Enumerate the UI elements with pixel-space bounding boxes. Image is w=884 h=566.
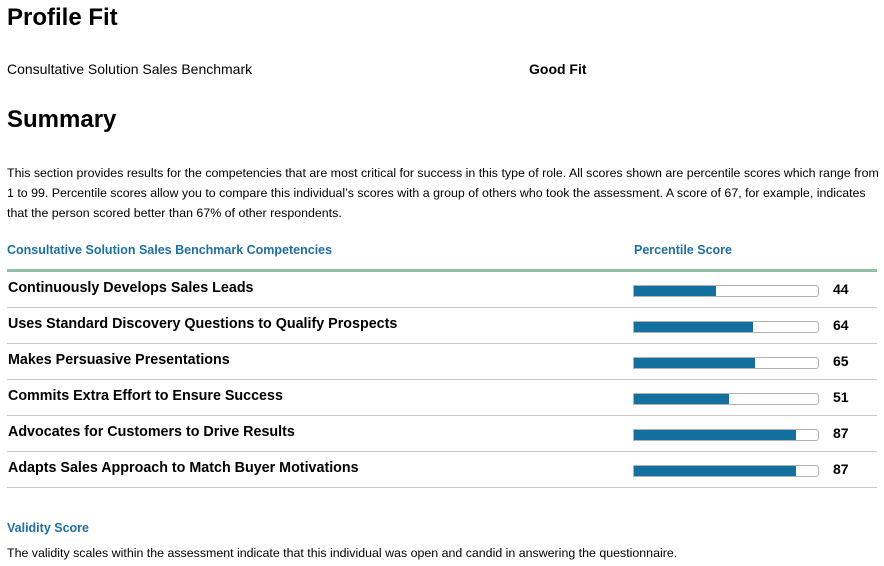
score-bar-track [633,465,819,477]
competency-label: Uses Standard Discovery Questions to Qualify Prospects [8,316,398,332]
score-bar-track [633,321,819,333]
score-bar-track [633,285,819,297]
score-bar-track [633,429,819,441]
table-row [7,380,877,416]
competency-label: Commits Extra Effort to Ensure Success [8,388,283,404]
competency-label: Continuously Develops Sales Leads [8,280,254,296]
summary-title: Summary [7,106,117,133]
table-row [7,416,877,452]
competency-table-body [7,272,877,488]
percentile-score: 44 [833,281,849,297]
validity-score-text: The validity scales within the assessment indicate that this individual was open and candid in answering the questionnaire. [7,546,678,560]
competency-table-header [7,240,877,272]
score-bar-fill [634,394,729,404]
fit-result: Good Fit [529,61,587,77]
percentile-score: 51 [833,389,849,405]
summary-description: This section provides results for the competencies that are most critical for success in this type of role. All scores shown are percentile scores which range from 1 to 99. Percentile scores allow you to compare this individual’s scores with a group of others who took the assessment. A score of 67, for example, indicates that the person scored better than 67% of other respondents. [7,166,879,220]
percentile-score: 87 [833,425,849,441]
validity-score-title: Validity Score [7,521,89,535]
profile-fit-row [7,61,877,81]
table-row [7,452,877,488]
benchmark-name: Consultative Solution Sales Benchmark [7,61,253,77]
score-bar-track [633,357,819,369]
percentile-score: 64 [833,317,849,333]
percentile-score: 87 [833,461,849,477]
percentile-score: 65 [833,353,849,369]
table-row [7,272,877,308]
percentile-score-column-header: Percentile Score [634,243,732,257]
competency-label: Makes Persuasive Presentations [8,352,230,368]
table-row [7,344,877,380]
score-bar-fill [634,430,796,440]
score-bar-fill [634,286,716,296]
competencies-column-header: Consultative Solution Sales Benchmark Competencies [7,243,333,257]
score-bar-fill [634,322,753,332]
competency-label: Adapts Sales Approach to Match Buyer Motivations [8,460,359,476]
table-row [7,308,877,344]
score-bar-fill [634,358,755,368]
score-bar-track [633,393,819,405]
page-title: Profile Fit [7,4,118,31]
competency-label: Advocates for Customers to Drive Results [8,424,295,440]
score-bar-fill [634,466,796,476]
